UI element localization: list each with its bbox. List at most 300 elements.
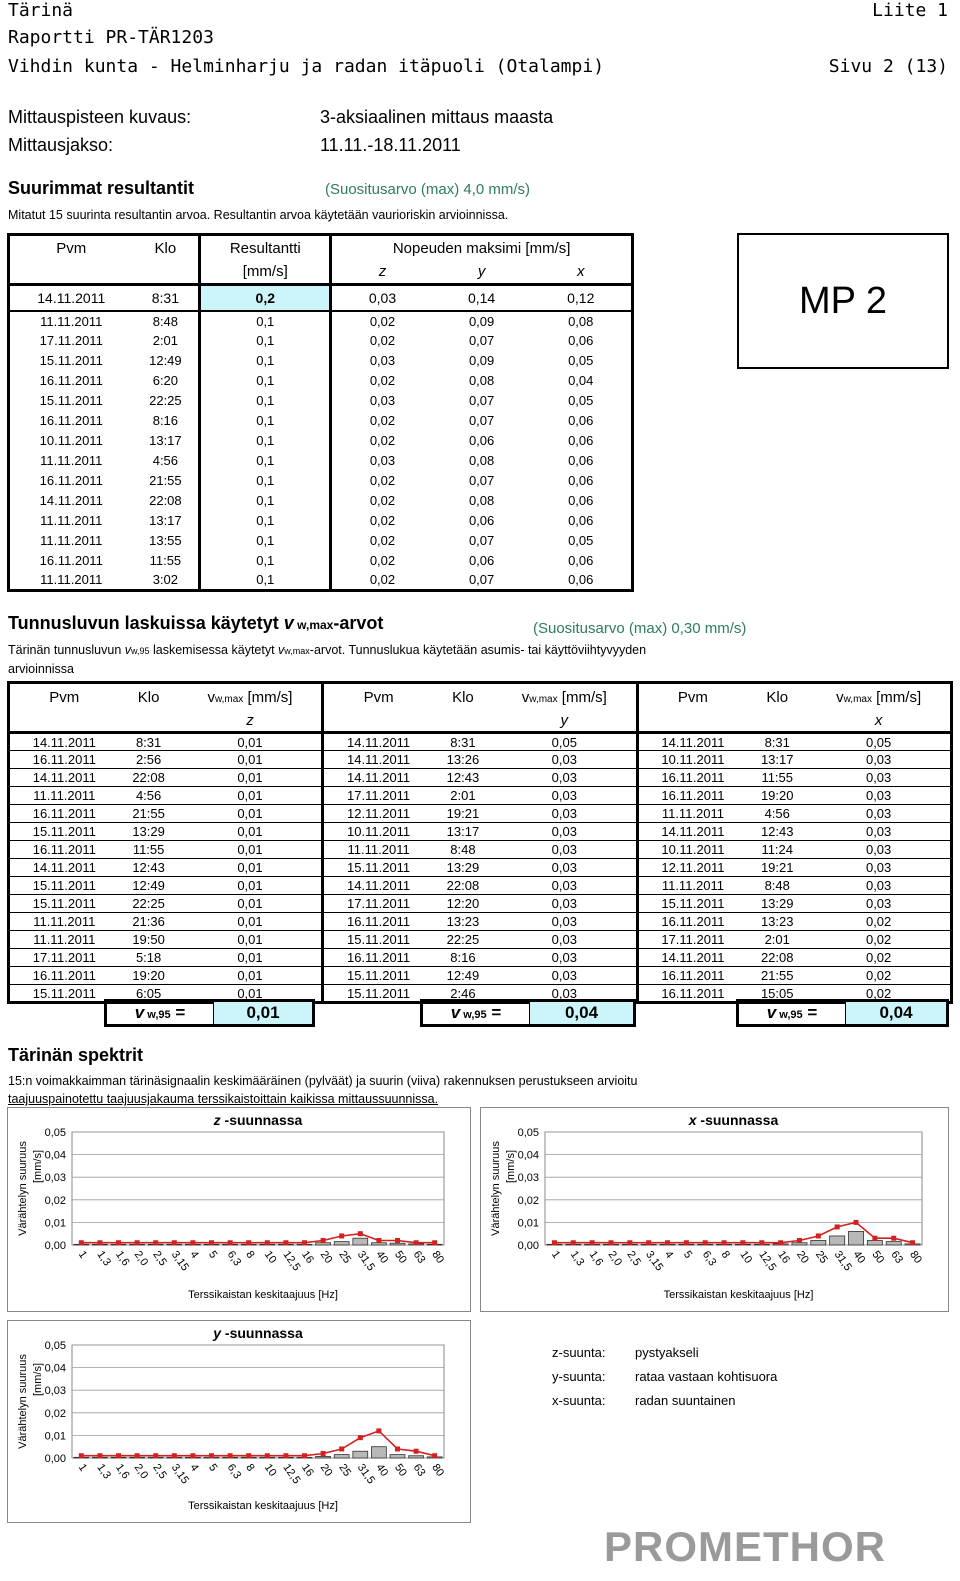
max-marker bbox=[722, 1240, 727, 1245]
max-marker bbox=[854, 1220, 859, 1225]
x-tick-label: 2,5 bbox=[150, 1461, 169, 1482]
table-cell: 0,2 bbox=[200, 285, 331, 311]
table-cell: 14.11.2011 bbox=[9, 859, 119, 877]
table-cell: 5:18 bbox=[119, 949, 179, 967]
max-marker bbox=[816, 1233, 821, 1238]
table-cell: 8:48 bbox=[747, 877, 807, 895]
col-y: y bbox=[433, 261, 531, 285]
table-cell: 0,09 bbox=[468, 353, 495, 368]
x-tick-label: 1,3 bbox=[94, 1461, 114, 1482]
vw95-y-value: 0,04 bbox=[530, 1002, 633, 1024]
table-cell: 0,06 bbox=[530, 491, 632, 511]
table-cell: 22:08 bbox=[747, 949, 807, 967]
table-cell: 0,07 bbox=[468, 413, 495, 428]
table-cell: 0,05 bbox=[530, 351, 632, 371]
table-cell: 12.11.2011 bbox=[637, 859, 747, 877]
table-cell: 0,08 bbox=[530, 311, 632, 331]
chart-svg bbox=[8, 1108, 470, 1311]
x-tick-label: 16 bbox=[299, 1461, 316, 1479]
max-marker bbox=[358, 1231, 363, 1236]
table-cell: 0,01 bbox=[179, 877, 323, 895]
y-tick-label: 0,03 bbox=[44, 1385, 66, 1398]
plot-area bbox=[545, 1132, 922, 1245]
table-cell: 2:01 bbox=[433, 787, 493, 805]
table-cell: 0,03 bbox=[807, 877, 951, 895]
table-cell: 0,06 bbox=[468, 513, 495, 528]
table-cell: 13:29 bbox=[747, 895, 807, 913]
table-cell: 16.11.2011 bbox=[9, 841, 119, 859]
x-tick-label: 1,6 bbox=[113, 1461, 132, 1482]
table-row bbox=[9, 491, 633, 511]
y-axis-unit: [mm/s] bbox=[505, 1150, 517, 1183]
bar bbox=[353, 1451, 368, 1458]
table-row bbox=[9, 895, 952, 913]
table-cell: 11.11.2011 bbox=[323, 841, 433, 859]
x-tick-label: 20 bbox=[794, 1248, 811, 1266]
legend-z-value: pystyakseli bbox=[635, 1345, 699, 1360]
table-row bbox=[9, 511, 633, 531]
table-cell: 11.11.2011 bbox=[9, 511, 133, 531]
table-cell: 8:31 bbox=[747, 733, 807, 751]
bar bbox=[792, 1243, 807, 1245]
doc-title: Tärinä bbox=[8, 0, 74, 21]
y-tick-label: 0,04 bbox=[44, 1149, 66, 1162]
table-cell: 22:25 bbox=[433, 931, 493, 949]
table-row bbox=[9, 913, 952, 931]
x-tick-label: 1 bbox=[75, 1248, 90, 1261]
x-tick-label: 63 bbox=[410, 1461, 428, 1479]
bar bbox=[390, 1243, 405, 1245]
y-tick-label: 0,00 bbox=[44, 1453, 66, 1465]
x-tick-label: 1,6 bbox=[586, 1248, 606, 1269]
bar bbox=[316, 1456, 331, 1458]
table-cell: 0,1 bbox=[200, 471, 331, 491]
max-marker bbox=[872, 1236, 877, 1241]
table-cell: 0,01 bbox=[179, 895, 323, 913]
table-cell: 17.11.2011 bbox=[9, 331, 133, 351]
table-cell: 11:55 bbox=[747, 769, 807, 787]
table-cell: 0,1 bbox=[200, 451, 331, 471]
table-cell: 0,01 bbox=[179, 841, 323, 859]
x-tick-label: 6,3 bbox=[699, 1248, 719, 1269]
x-tick-label: 2,5 bbox=[150, 1248, 169, 1269]
table-row bbox=[9, 311, 633, 331]
table-cell: 0,03 bbox=[493, 769, 637, 787]
measurement-point-box bbox=[737, 233, 949, 369]
table-cell: 13:23 bbox=[433, 913, 493, 931]
max-marker bbox=[571, 1240, 576, 1245]
y-tick-label: 0,02 bbox=[517, 1194, 539, 1207]
table-row bbox=[9, 411, 633, 431]
table-row bbox=[9, 931, 952, 949]
table-cell: 0,07 bbox=[468, 393, 495, 408]
table-row bbox=[9, 751, 952, 769]
table-cell: 0,03 bbox=[807, 769, 951, 787]
max-marker bbox=[79, 1453, 84, 1458]
promethor-logo: PROMETHOR bbox=[604, 1523, 886, 1570]
max-marker bbox=[153, 1453, 158, 1458]
table-row bbox=[9, 431, 633, 451]
x-tick-label: 4 bbox=[662, 1248, 676, 1261]
table-cell: 0,1 bbox=[200, 571, 331, 591]
table-cell: 21:55 bbox=[149, 473, 182, 488]
max-marker bbox=[835, 1224, 840, 1229]
table-cell: 15.11.2011 bbox=[9, 985, 119, 1003]
x-tick-label: 50 bbox=[869, 1248, 887, 1266]
table-cell: 15.11.2011 bbox=[637, 895, 747, 913]
section3-title: Tärinän spektrit bbox=[8, 1045, 144, 1065]
x-tick-label: 8 bbox=[243, 1248, 257, 1261]
table-row bbox=[9, 787, 952, 805]
y-tick-label: 0,00 bbox=[44, 1240, 66, 1252]
table-cell: 6:20 bbox=[152, 373, 179, 388]
vwmax-table: Pvm Klo vw,max [mm/s] Pvm Klo vw,max [mm/s] Pvm Klo vw,max [mm/s] z y x 14.11.2011 8:31 0,01 14.11.2011 8:31 0,05 14.11.2011 8:31 0,05 16.11.2011 2:56 0,01 14.11.2011 13:26 0,03 10.11.2011 13:17 0,03 14.11.2011 22:08 0,01 14.11.2011 12:43 0,03 16.11.2011 11:55 0,03 11.11.2011 4:56 0,01 17.11.2011 2:01 0,03 16.11.2011 19:20 0,03 16.11.2011 21:55 0,01 12.11.2011 19:21 0,03 11.11.2011 4:56 0,03 15.11.2011 13:29 0,01 10.11.2011 13:17 0,03 14.11.2011 12:43 0,03 16.11.2011 11:55 0,01 11.11.2011 8:48 0,03 10.11.2011 11:24 0,03 14.11.2011 12:43 0,01 15.11.2011 13:29 0,03 12.11.2011 19:21 0,03 15.11.2011 12:49 0,01 14.11.2011 22:08 0,03 11.11.2011 8:48 0,03 15.11.2011 22:25 0,01 17.11.2011 12:20 0,03 15.11.2011 13:29 0,03 11.11.2011 21:36 0,01 16.11.2011 13:23 0,03 16.11.2011 13:23 0,02 11.11.2011 19:50 0,01 15.11.2011 22:25 0,03 17.11.2011 2:01 0,02 17.11.2011 5:18 0,01 16.11.2011 8:16 0,03 14.11.2011 22:08 0,02 16.11.2011 19:20 0,01 15.11.2011 12:49 0,03 16.11.2011 21:55 0,02 15.11.2011 6:05 0,01 15.11.2011 2:46 0,03 16.11.2011 15:05 0,02 bbox=[7, 681, 953, 1004]
table-cell: 14.11.2011 bbox=[637, 823, 747, 841]
table-cell: 0,03 bbox=[493, 877, 637, 895]
max-marker bbox=[116, 1453, 121, 1458]
x-tick-label: 6,3 bbox=[224, 1461, 244, 1482]
table-cell: 22:08 bbox=[119, 769, 179, 787]
max-marker bbox=[684, 1240, 689, 1245]
table-cell: 16.11.2011 bbox=[637, 913, 747, 931]
x-tick-label: 6,3 bbox=[224, 1248, 244, 1269]
y-axis-label: Värähtelyn suuruus bbox=[17, 1141, 29, 1236]
x-tick-label: 1 bbox=[548, 1248, 563, 1261]
table-cell: 0,07 bbox=[468, 473, 495, 488]
table-cell: 0,02 bbox=[807, 931, 951, 949]
table-cell: 13:29 bbox=[433, 859, 493, 877]
table-cell: 2:56 bbox=[119, 751, 179, 769]
y-tick-label: 0,00 bbox=[517, 1240, 539, 1252]
max-marker bbox=[552, 1240, 557, 1245]
x-tick-label: 25 bbox=[812, 1248, 830, 1266]
table-cell: 8:48 bbox=[433, 841, 493, 859]
max-marker bbox=[265, 1240, 270, 1245]
x-tick-label: 31,5 bbox=[831, 1248, 854, 1274]
col-resultant: Resultantti bbox=[200, 235, 331, 261]
max-marker bbox=[703, 1240, 708, 1245]
spectrum-chart-y bbox=[7, 1320, 471, 1523]
table-cell: 0,02 bbox=[369, 433, 396, 448]
x-tick-label: 63 bbox=[410, 1248, 428, 1266]
x-tick-label: 20 bbox=[317, 1248, 335, 1266]
table-row bbox=[9, 859, 952, 877]
location: Vihdin kunta - Helminharju ja radan itäpuoli (Otalampi) bbox=[8, 56, 605, 77]
max-marker bbox=[891, 1236, 896, 1241]
x-tick-label: 2,0 bbox=[131, 1248, 151, 1269]
legend-y-value: rataa vastaan kohtisuora bbox=[635, 1369, 778, 1384]
table-cell: 11.11.2011 bbox=[9, 931, 119, 949]
table-cell: 0,03 bbox=[493, 787, 637, 805]
table-cell: 22:25 bbox=[149, 393, 182, 408]
table-cell: 0,14 bbox=[433, 285, 531, 311]
y-tick-label: 0,02 bbox=[44, 1407, 66, 1420]
table-cell: 0,03 bbox=[807, 787, 951, 805]
table-row bbox=[9, 351, 633, 371]
y-tick-label: 0,05 bbox=[44, 1340, 66, 1352]
max-marker bbox=[228, 1453, 233, 1458]
table-cell: 11.11.2011 bbox=[9, 913, 119, 931]
bar bbox=[334, 1455, 349, 1458]
x-tick-label: 16 bbox=[775, 1248, 793, 1266]
bar bbox=[811, 1240, 826, 1245]
table-cell: 19:50 bbox=[119, 931, 179, 949]
y-axis-unit: [mm/s] bbox=[32, 1363, 44, 1396]
x-tick-label: 31,5 bbox=[354, 1461, 377, 1487]
bar bbox=[316, 1243, 331, 1245]
x-tick-label: 2,0 bbox=[605, 1248, 625, 1269]
table-cell: 16.11.2011 bbox=[9, 805, 119, 823]
table-cell: 0,01 bbox=[179, 949, 323, 967]
x-axis-label: Terssikaistan keskitaajuus [Hz] bbox=[663, 1289, 814, 1301]
table-cell: 14.11.2011 bbox=[9, 733, 119, 751]
table-cell: 0,02 bbox=[369, 513, 396, 528]
table-cell: 0,03 bbox=[807, 841, 951, 859]
max-marker bbox=[321, 1238, 326, 1243]
table-cell: 10.11.2011 bbox=[323, 823, 433, 841]
table-cell: 12.11.2011 bbox=[323, 805, 433, 823]
table-row bbox=[9, 285, 633, 311]
table-cell: 0,03 bbox=[807, 751, 951, 769]
max-marker bbox=[414, 1449, 419, 1454]
spectrum-chart-x bbox=[480, 1107, 949, 1312]
x-tick-label: 12,5 bbox=[756, 1248, 779, 1274]
x-tick-label: 8 bbox=[718, 1248, 732, 1261]
col-date: Pvm bbox=[9, 235, 133, 261]
x-tick-label: 40 bbox=[373, 1461, 391, 1479]
table-cell: 12:49 bbox=[149, 353, 182, 368]
section3-note: 15:n voimakkaimman tärinäsignaalin keskimääräinen (pylväät) ja suurin (viiva) rakennuksen perustukseen arvioitu taajuuspainotettu taajuusjakauma terssikaistoittain kaikissa mittaussuunnissa. bbox=[8, 1074, 638, 1106]
bar bbox=[353, 1238, 368, 1245]
max-marker bbox=[302, 1240, 307, 1245]
vw95-x-value: 0,04 bbox=[846, 1002, 946, 1024]
y-tick-label: 0,01 bbox=[517, 1217, 539, 1230]
legend-y-key: y-suunta: bbox=[552, 1369, 606, 1384]
y-tick-label: 0,04 bbox=[44, 1362, 66, 1375]
bar bbox=[830, 1236, 845, 1245]
max-marker bbox=[135, 1453, 140, 1458]
x-tick-label: 25 bbox=[336, 1461, 354, 1479]
y-tick-label: 0,02 bbox=[44, 1194, 66, 1207]
x-tick-label: 4 bbox=[187, 1248, 201, 1261]
col-z: z bbox=[331, 261, 433, 285]
table-cell: 0,03 bbox=[807, 859, 951, 877]
table-cell: 11:55 bbox=[119, 841, 179, 859]
legend-z-key: z-suunta: bbox=[552, 1345, 606, 1360]
table-cell: 0,06 bbox=[530, 411, 632, 431]
x-tick-label: 50 bbox=[392, 1461, 409, 1479]
table-cell: 16.11.2011 bbox=[637, 769, 747, 787]
table-cell: 0,03 bbox=[493, 823, 637, 841]
x-tick-label: 5 bbox=[680, 1248, 695, 1261]
col-resultant-unit: [mm/s] bbox=[200, 261, 331, 285]
table-cell: 21:55 bbox=[119, 805, 179, 823]
table-cell: 4:56 bbox=[119, 787, 179, 805]
table-cell: 10.11.2011 bbox=[637, 841, 747, 859]
table-cell: 15.11.2011 bbox=[9, 351, 133, 371]
table-cell: 0,01 bbox=[179, 733, 323, 751]
table-cell: 13:23 bbox=[747, 913, 807, 931]
table-cell: 0,06 bbox=[530, 431, 632, 451]
section2-recommendation: (Suositusarvo (max) 0,30 mm/s) bbox=[533, 620, 747, 637]
table-cell: 16.11.2011 bbox=[9, 967, 119, 985]
table-cell: 11.11.2011 bbox=[9, 787, 119, 805]
page-number: Sivu 2 (13) bbox=[828, 56, 948, 77]
max-marker bbox=[627, 1240, 632, 1245]
y-axis-unit: [mm/s] bbox=[32, 1150, 44, 1183]
table-cell: 0,1 bbox=[200, 371, 331, 391]
table-cell: 0,1 bbox=[200, 511, 331, 531]
max-marker bbox=[97, 1453, 102, 1458]
bar bbox=[848, 1231, 863, 1245]
chart-title: y -suunnassa bbox=[213, 1325, 303, 1341]
x-tick-label: 25 bbox=[336, 1248, 354, 1266]
max-marker bbox=[97, 1240, 102, 1245]
table-cell: 0,05 bbox=[530, 391, 632, 411]
table-cell: 22:08 bbox=[433, 877, 493, 895]
table-cell: 11.11.2011 bbox=[9, 571, 133, 591]
table-cell: 19:21 bbox=[747, 859, 807, 877]
table-cell: 13:17 bbox=[149, 433, 182, 448]
table-cell: 0,03 bbox=[807, 805, 951, 823]
measurement-point-label: MP 2 bbox=[798, 279, 887, 322]
x-tick-label: 10 bbox=[737, 1248, 755, 1266]
table-row bbox=[9, 733, 952, 751]
table-cell: 0,03 bbox=[807, 823, 951, 841]
x-tick-label: 5 bbox=[206, 1248, 220, 1261]
table-cell: 3:02 bbox=[133, 571, 200, 591]
table-cell: 0,08 bbox=[468, 373, 495, 388]
max-marker bbox=[265, 1453, 270, 1458]
table-cell: 0,02 bbox=[807, 985, 951, 1003]
y-tick-label: 0,05 bbox=[517, 1127, 539, 1139]
table-cell: 12:43 bbox=[433, 769, 493, 787]
table-row bbox=[9, 949, 952, 967]
table-cell: 0,01 bbox=[179, 769, 323, 787]
table-cell: 0,1 bbox=[200, 351, 331, 371]
table-cell: 11.11.2011 bbox=[9, 531, 133, 551]
table-cell: 0,03 bbox=[493, 805, 637, 823]
table-cell: 12:43 bbox=[119, 859, 179, 877]
table-cell: 0,03 bbox=[807, 895, 951, 913]
table-cell: 8:31 bbox=[133, 285, 200, 311]
table-cell: 10.11.2011 bbox=[637, 751, 747, 769]
table-cell: 0,02 bbox=[807, 967, 951, 985]
max-marker bbox=[778, 1240, 783, 1245]
table-cell: 0,05 bbox=[493, 733, 637, 751]
table-cell: 0,1 bbox=[200, 311, 331, 331]
table-cell: 13:17 bbox=[747, 751, 807, 769]
x-tick-label: 10 bbox=[261, 1248, 279, 1266]
table-cell: 0,01 bbox=[179, 859, 323, 877]
table-cell: 19:20 bbox=[119, 967, 179, 985]
bar bbox=[886, 1242, 901, 1245]
table-cell: 12:49 bbox=[433, 967, 493, 985]
section2-note: Tärinän tunnusluvun vw,95 laskemisessa käytetyt vw,max-arvot. Tunnuslukua käytetään asumis- tai käyttöviihtyvyyden arvioinnissa bbox=[8, 643, 647, 676]
table-cell: 0,1 bbox=[200, 411, 331, 431]
table-cell: 0,05 bbox=[807, 733, 951, 751]
table-cell: 14.11.2011 bbox=[9, 285, 133, 311]
table-cell: 15.11.2011 bbox=[9, 823, 119, 841]
max-marker bbox=[395, 1446, 400, 1451]
table-cell: 16.11.2011 bbox=[9, 371, 133, 391]
max-marker bbox=[283, 1453, 288, 1458]
x-tick-label: 80 bbox=[429, 1248, 447, 1266]
table-row bbox=[9, 805, 952, 823]
table-cell: 0,02 bbox=[331, 571, 433, 591]
table-cell: 11.11.2011 bbox=[9, 451, 133, 471]
x-axis-label: Terssikaistan keskitaajuus [Hz] bbox=[188, 1289, 338, 1301]
table-cell: 2:01 bbox=[152, 333, 179, 348]
max-marker bbox=[608, 1240, 613, 1245]
x-tick-label: 31,5 bbox=[354, 1248, 377, 1274]
x-tick-label: 10 bbox=[261, 1461, 279, 1479]
table-cell: 0,02 bbox=[369, 553, 396, 568]
table-cell: 14.11.2011 bbox=[9, 769, 119, 787]
table-cell: 14.11.2011 bbox=[9, 491, 133, 511]
table-row bbox=[9, 823, 952, 841]
max-marker bbox=[910, 1240, 915, 1245]
section1-recommendation: (Suositusarvo (max) 4,0 mm/s) bbox=[325, 181, 531, 198]
x-tick-label: 1 bbox=[75, 1461, 90, 1474]
table-cell: 0,03 bbox=[493, 931, 637, 949]
table-cell: 0,1 bbox=[200, 491, 331, 511]
x-tick-label: 63 bbox=[888, 1248, 906, 1266]
section2-title: Tunnusluvun laskuissa käytetyt v w,max-arvot bbox=[8, 613, 384, 633]
max-marker bbox=[414, 1240, 419, 1245]
table-cell: 0,02 bbox=[369, 473, 396, 488]
x-tick-label: 40 bbox=[850, 1248, 868, 1266]
report-id: Raportti PR-TÄR1203 bbox=[8, 27, 214, 48]
x-tick-label: 80 bbox=[429, 1461, 447, 1479]
max-marker bbox=[797, 1238, 802, 1243]
max-marker bbox=[395, 1238, 400, 1243]
x-tick-label: 20 bbox=[317, 1461, 335, 1479]
x-tick-label: 2,5 bbox=[624, 1248, 643, 1269]
table-cell: 15.11.2011 bbox=[323, 859, 433, 877]
y-tick-label: 0,04 bbox=[517, 1149, 539, 1162]
x-tick-label: 1,3 bbox=[94, 1248, 114, 1269]
table-cell: 12:49 bbox=[119, 877, 179, 895]
max-marker bbox=[339, 1446, 344, 1451]
table-cell: 0,03 bbox=[493, 949, 637, 967]
table-cell: 13:29 bbox=[119, 823, 179, 841]
table-cell: 13:26 bbox=[433, 751, 493, 769]
table-cell: 16.11.2011 bbox=[637, 787, 747, 805]
table-row bbox=[9, 877, 952, 895]
table-row bbox=[9, 841, 952, 859]
table-cell: 0,08 bbox=[468, 453, 495, 468]
table-cell: 17.11.2011 bbox=[9, 949, 119, 967]
table-cell: 17.11.2011 bbox=[323, 895, 433, 913]
table-cell: 15.11.2011 bbox=[323, 985, 433, 1003]
table-cell: 0,1 bbox=[200, 431, 331, 451]
table-cell: 0,01 bbox=[179, 805, 323, 823]
max-marker bbox=[190, 1240, 195, 1245]
table-cell: 6:05 bbox=[119, 985, 179, 1003]
table-cell: 11.11.2011 bbox=[9, 311, 133, 331]
table-cell: 0,06 bbox=[530, 551, 632, 571]
section1-title: Suurimmat resultantit bbox=[8, 178, 195, 198]
table-cell: 0,06 bbox=[530, 511, 632, 531]
table-cell: 12:20 bbox=[433, 895, 493, 913]
table-cell: 15:05 bbox=[747, 985, 807, 1003]
description-value: 3-aksiaalinen mittaus maasta bbox=[320, 107, 554, 127]
table-cell: 2:01 bbox=[747, 931, 807, 949]
max-marker bbox=[321, 1451, 326, 1456]
table-cell: 14.11.2011 bbox=[637, 733, 747, 751]
max-marker bbox=[432, 1453, 437, 1458]
